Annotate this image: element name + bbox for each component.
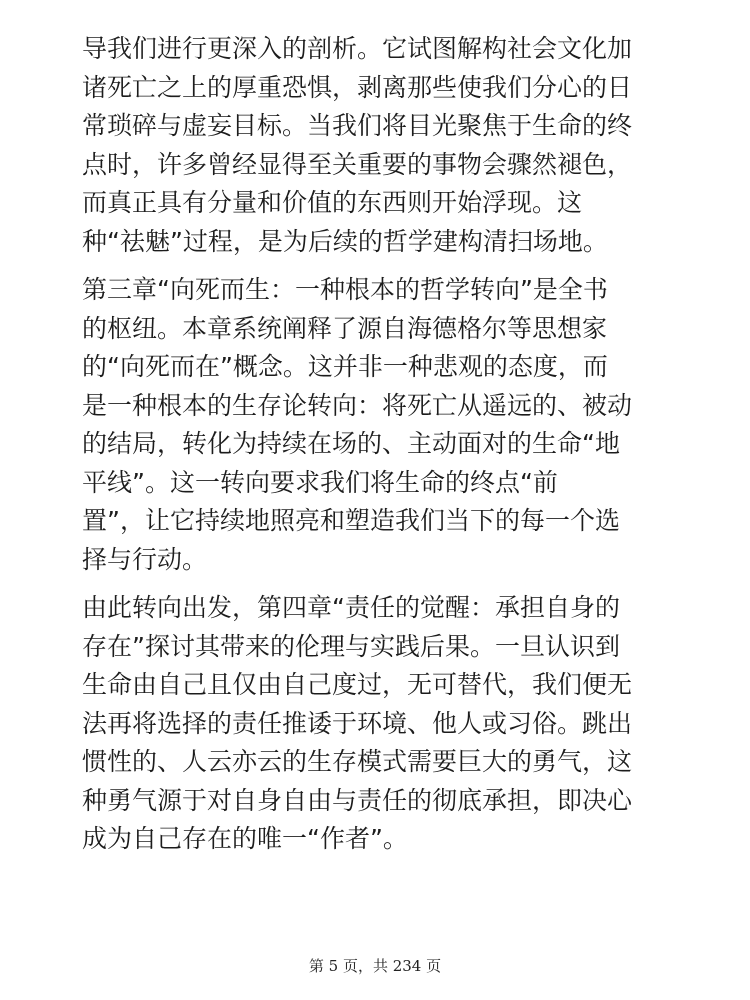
text-line: 存在”探讨其带来的伦理与实践后果。一旦认识到 <box>82 631 620 661</box>
paragraph-3 <box>82 589 682 859</box>
paragraph-2 <box>82 271 682 579</box>
text-line: 的“向死而在”概念。这并非一种悲观的态度，而 <box>82 352 608 381</box>
page-number: 第 5 页，共 234 页 <box>308 957 442 975</box>
text-line: 常琐碎与虚妄目标。当我们将目光聚焦于生命的终 <box>82 111 633 140</box>
text-line: 的结局，转化为持续在场的、主动面对的生命“地 <box>82 429 620 458</box>
text-line: 由此转向出发，第四章“责任的觉醒：承担自身的 <box>82 593 620 622</box>
text-line: 生命由自己且仅由自己度过，无可替代，我们便无 <box>82 670 633 699</box>
text-line: 惯性的、人云亦云的生存模式需要巨大的勇气，这 <box>82 747 633 776</box>
paragraph-1 <box>82 30 682 261</box>
text-line: 种“祛魅”过程，是为后续的哲学建构清扫场地。 <box>82 226 608 256</box>
text-line: 是一种根本的生存论转向：将死亡从遥远的、被动 <box>82 390 633 420</box>
body-text <box>82 30 682 869</box>
text-line: 成为自己存在的唯一“作者”。 <box>82 824 408 853</box>
text-line: 择与行动。 <box>82 544 208 574</box>
text-line: 法再将选择的责任推诿于环境、他人或习俗。跳出 <box>82 708 633 738</box>
text-line: 的枢纽。本章系统阐释了源自海德格尔等思想家 <box>82 313 608 343</box>
text-line: 而真正具有分量和价值的东西则开始浮现。这 <box>82 188 583 217</box>
text-line: 平线”。这一转向要求我们将生命的终点“前 <box>82 467 558 497</box>
text-line: 诸死亡之上的厚重恐惧，剥离那些使我们分心的日 <box>82 72 633 102</box>
text-line: 第三章“向死而生：一种根本的哲学转向”是全书 <box>82 275 608 304</box>
text-line: 种勇气源于对自身自由与责任的彻底承担，即决心 <box>82 785 633 815</box>
text-line: 导我们进行更深入的剖析。它试图解构社会文化加 <box>82 34 633 63</box>
text-line: 点时，许多曾经显得至关重要的事物会骤然褪色， <box>82 149 633 179</box>
text-line: 置”，让它持续地照亮和塑造我们当下的每一个选 <box>82 506 620 535</box>
